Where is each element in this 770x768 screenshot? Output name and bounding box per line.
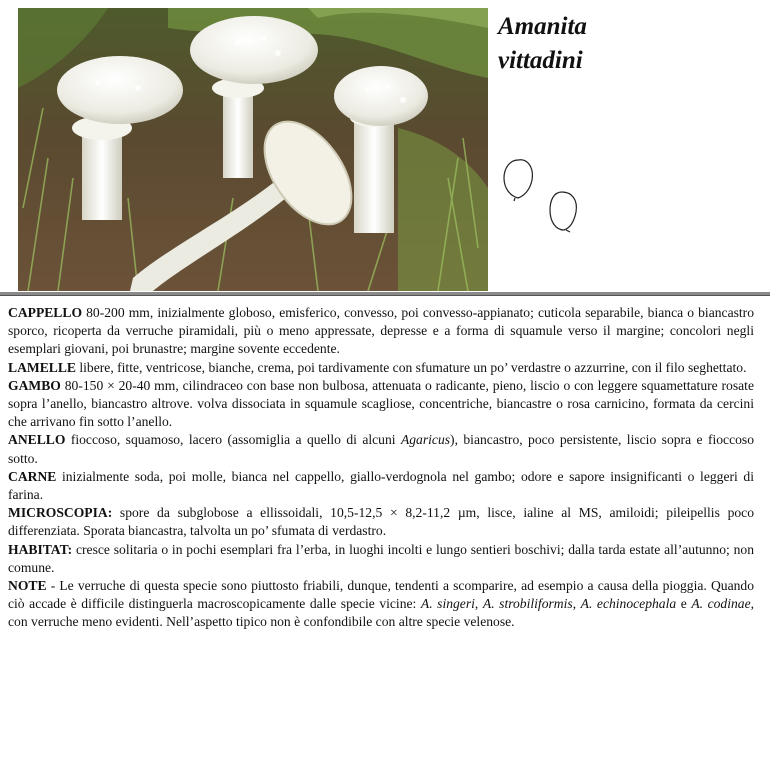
section-heading: NOTE xyxy=(8,578,47,594)
spore-drawing xyxy=(498,152,588,238)
spore-icon xyxy=(504,160,532,198)
section-heading: ANELLO xyxy=(8,432,66,448)
section-text: , con verruche meno evidenti. Nell’aspetto tipico non è confondibile con altre specie velenose. xyxy=(8,596,755,630)
section-text: , xyxy=(474,596,483,612)
section-note xyxy=(8,577,754,632)
divider xyxy=(0,292,770,296)
mushroom-photo xyxy=(18,8,488,291)
species-name: A. strobiliformis xyxy=(482,596,573,612)
species-name: A. singeri xyxy=(420,596,475,612)
section-anello xyxy=(8,431,754,467)
species-name: Agaricus xyxy=(400,432,451,448)
section-heading: MICROSCOPIA: xyxy=(8,505,113,521)
section-gambo xyxy=(8,377,754,432)
section-text: , xyxy=(572,596,581,612)
section-lamelle xyxy=(8,359,754,377)
section-microscopia xyxy=(8,504,754,540)
section-text: libere, fitte, ventricose, bianche, crema, poi tardivamente con sfumature un po’ verdastre o azzurrine, con il filo seghettato. xyxy=(75,359,747,375)
title-genus: Amanita xyxy=(498,13,587,40)
species-description xyxy=(8,304,754,632)
section-text: 80-200 mm, inizialmente globoso, emisferico, convesso, poi convesso-appianato; cuticola separabile, bianca o biancastro sporco, ricoperta da verruche piramidali, più o meno appressate, depresse e a forma di squamule verso il margine; concolori negli esemplari giovani, poi brunastre; margine sovente eccedente. xyxy=(8,305,754,357)
section-heading: HABITAT: xyxy=(8,541,73,557)
spore-icon xyxy=(550,192,576,230)
section-text: spore da subglobose a ellissoidali, 10,5-12,5 × 8,2-11,2 µm, lisce, ialine al MS, amiloidi; pileipellis poco differenziata. Sporata biancastra, talvolta un po’ sfumata di verdastro. xyxy=(8,505,754,539)
section-text: fioccoso, squamoso, lacero (assomiglia a quello di alcuni xyxy=(65,432,401,448)
title-epithet: vittadini xyxy=(498,47,583,74)
section-habitat xyxy=(8,541,754,577)
section-cappello xyxy=(8,304,754,359)
section-text: cresce solitaria o in pochi esemplari fra l’erba, in luoghi incolti e lungo sentieri boschivi; dalla tarda estate all’autunno; non comune. xyxy=(8,541,754,575)
species-title xyxy=(498,10,587,78)
section-heading: CAPPELLO xyxy=(8,305,83,320)
section-heading: CARNE xyxy=(8,468,57,484)
section-text: - Le verruche di questa specie sono piuttosto friabili, dunque, tendenti a scomparire, ad esempio a causa della pioggia. Quando ciò accade è difficile distinguerla macroscopicamente dalle specie vicine: xyxy=(8,578,754,612)
section-text: e xyxy=(676,596,692,612)
section-text: inizialmente soda, poi molle, bianca nel cappello, giallo-verdognola nel gambo; odore e sapore insignificanti o leggeri di farina. xyxy=(8,468,754,503)
species-name: A. echinocephala xyxy=(580,596,677,612)
section-carne xyxy=(8,468,754,504)
species-name: A. codinae xyxy=(691,596,751,612)
section-heading: GAMBO xyxy=(8,377,61,393)
section-heading: LAMELLE xyxy=(8,359,76,375)
section-text: ), biancastro, poco persistente, liscio sopra e fioccoso sotto. xyxy=(8,432,754,466)
section-text: 80-150 × 20-40 mm, cilindraceo con base non bulbosa, attenuata o radicante, pieno, liscio o con leggere squamettature rosate sopra l’anello, biancastro altrove. volva dissociata in squamule scagliose, concentriche, biancastre o rosa carnicino, formata da cercini che arrivano fin sotto l’anello. xyxy=(8,377,754,430)
